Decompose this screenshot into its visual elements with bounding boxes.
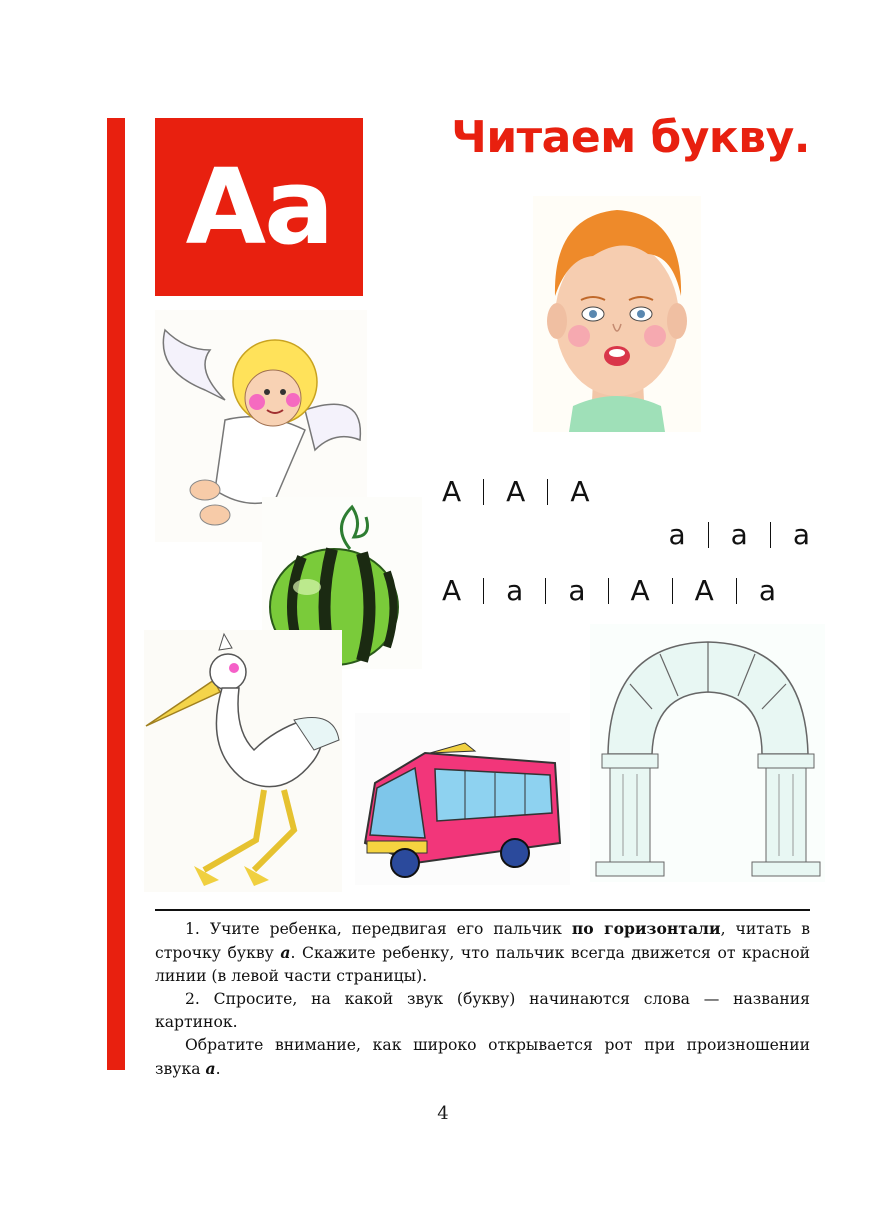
row3-letter: а [506,574,524,607]
letter-row-3 [442,574,776,607]
instruction-paragraph-2: 2. Спросите, на какой звук (букву) начинаются слова — названия картинок. [155,990,810,1031]
stork-icon [144,630,342,892]
instruction-paragraph-3 [155,1034,810,1081]
row1-letter: А [442,475,462,508]
letter-row-1 [442,475,589,508]
row3-letter: а [568,574,586,607]
row2-letter: а [792,518,810,551]
instruction-text: . Скажите ребенку, что пальчик всегда движется от красной линии (в левой части страницы). [155,944,810,985]
row3-letter: А [442,574,462,607]
row3-letter: А [694,574,714,607]
instruction-text: 1. Учите ребенка, передвигая его пальчик [185,920,572,938]
row3-letter: А [630,574,650,607]
arch-icon [590,624,825,882]
letter-heading-box [155,118,363,296]
page-number: 4 [437,1103,449,1124]
row1-letter: А [506,475,526,508]
row2-letter: а [668,518,686,551]
instructions-block [155,917,810,1081]
letter-heading: Аа [185,146,333,268]
instruction-bold-text: по горизонтали [571,919,721,938]
page-title: Читаем букву. [451,112,810,163]
instruction-paragraph-1 [155,917,810,988]
bus-icon [355,713,570,885]
red-margin-line [107,118,125,1070]
boy-face-icon [533,196,701,432]
instruction-letter: а [280,943,291,962]
instruction-text: . [215,1060,221,1078]
row3-letter: а [758,574,776,607]
row2-letter: а [730,518,748,551]
letter-row-2 [668,518,810,551]
instruction-letter: а [205,1059,216,1078]
divider-line [155,909,810,911]
instruction-text: Обратите внимание, как широко открывается рот при произношении звука [155,1036,810,1078]
row1-letter: А [570,475,590,508]
instruction-text: , читать в строчку букву [155,920,811,962]
